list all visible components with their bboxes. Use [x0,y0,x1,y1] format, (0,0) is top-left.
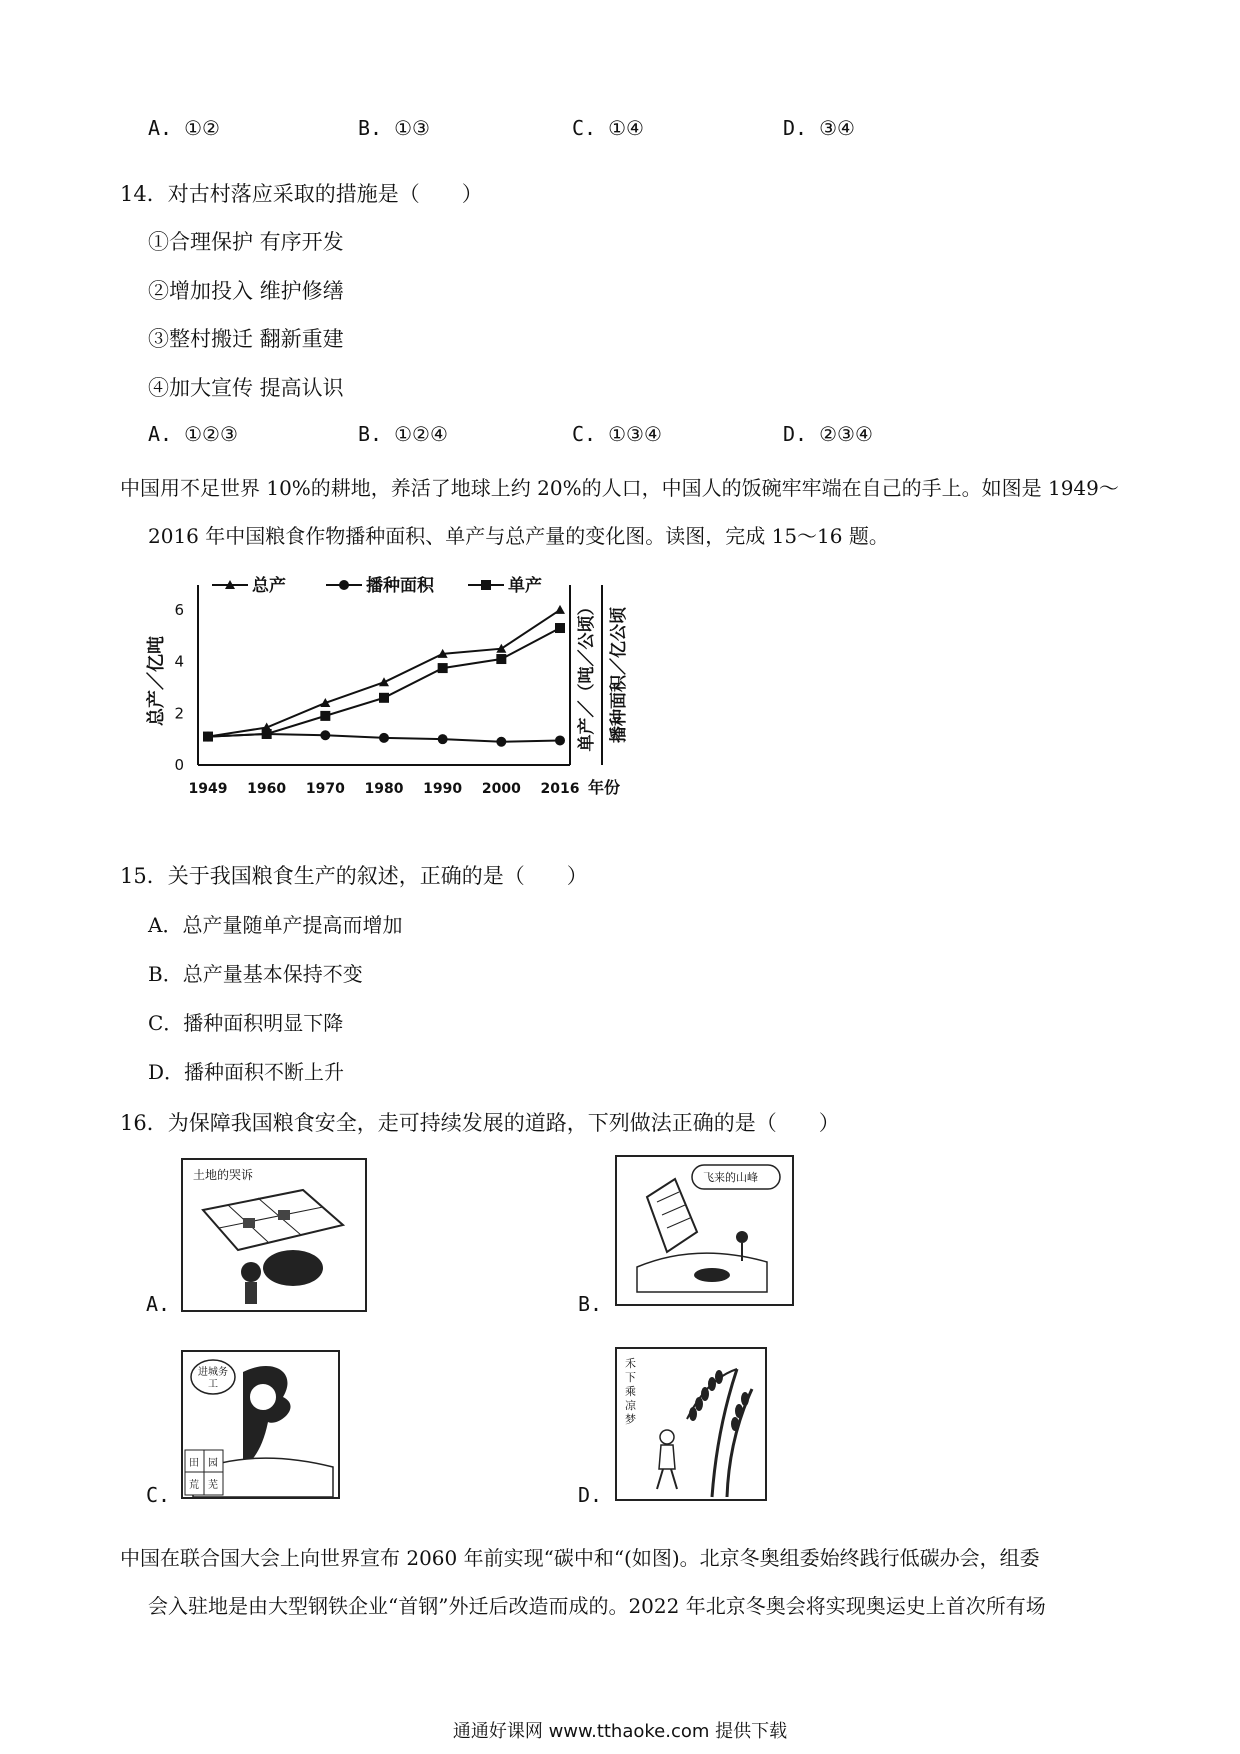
grain-chart [140,575,680,830]
crying-land-illustration [183,1160,365,1310]
y-tick-label: 4 [174,652,184,671]
q15-option-d: D．播种面积不断上升 [148,1060,345,1084]
x-tick-label: 2000 [481,781,521,797]
cartoon-b-caption: 飞来的山峰 [703,1171,758,1184]
data-point-triangle [379,677,389,686]
data-point-circle [320,730,330,740]
q16-option-d-letter: D. [578,1483,603,1507]
legend-marker-circle [339,580,349,590]
cartoon-a-caption: 土地的哭诉 [193,1168,254,1182]
y-axis-label-right-1: 单产／（吨／公顷） [577,598,597,752]
data-point-square [320,711,330,721]
q14-option-b: B. ①②④ [358,422,448,446]
series-line-triangle [208,610,560,737]
intro1-line2: 2016 年中国粮食作物播种面积、单产与总产量的变化图。读图，完成 15～16 题。 [148,524,889,548]
q14-item-3: ③整村搬迁 翻新重建 [148,327,344,351]
x-axis-suffix: 年份 [587,778,621,797]
data-point-triangle [555,605,565,614]
data-point-circle [555,735,565,745]
cartoon-c-side-3: 荒 [189,1480,199,1491]
grain-chart-svg [140,575,680,830]
cartoon-d-caption: 禾下乘凉梦 [625,1357,636,1426]
y-tick-label: 6 [174,600,184,619]
data-point-square [438,663,448,673]
q14-item-4: ④加大宣传 提高认识 [148,376,344,400]
q16-option-b-letter: B. [578,1292,603,1316]
cartoon-c [181,1350,340,1499]
cartoon-c-side-2: 园 [208,1458,218,1469]
data-point-circle [438,734,448,744]
q15-option-c: C．播种面积明显下降 [148,1011,344,1035]
q14-stem: 14．对古村落应采取的措施是（ ） [120,182,483,206]
q16-option-c-letter: C. [146,1483,171,1507]
q13-option-c: C. ①④ [572,116,644,140]
y-axis-label-left: 总产／亿吨 [146,636,167,726]
y-tick-label: 0 [174,756,184,774]
q14-item-2: ②增加投入 维护修缮 [148,279,344,303]
q15-option-b: B．总产量基本保持不变 [148,962,363,986]
rice-dream-illustration [617,1349,765,1499]
x-tick-label: 1980 [364,781,404,797]
cartoon-c-side-4: 芜 [208,1480,218,1491]
legend-label: 单产 [508,576,542,596]
page-footer: 通通好课网 www.tthaoke.com 提供下载 [452,1721,788,1742]
q14-option-d: D. ②③④ [783,422,873,446]
data-point-square [203,732,213,742]
x-tick-label: 2016 [540,781,580,797]
q14-option-a: A. ①②③ [148,422,238,446]
q16-stem: 16．为保障我国粮食安全，走可持续发展的道路，下列做法正确的是（ ） [120,1111,840,1135]
y-tick-label: 2 [174,704,184,723]
cartoon-b [615,1155,794,1306]
data-point-square [379,693,389,703]
data-point-circle [379,733,389,743]
data-point-circle [496,737,506,747]
cartoon-a [181,1158,367,1312]
q13-option-a: A. ①② [148,116,220,140]
q15-option-a: A．总产量随单产提高而增加 [148,913,403,937]
q13-option-b: B. ①③ [358,116,430,140]
x-tick-label: 1949 [188,781,228,797]
q13-option-d: D. ③④ [783,116,855,140]
q15-stem: 15．关于我国粮食生产的叙述，正确的是（ ） [120,864,588,888]
legend-marker-square [481,580,491,590]
q14-option-c: C. ①③④ [572,422,662,446]
x-tick-label: 1960 [247,781,287,797]
legend-label: 播种面积 [366,576,434,596]
cartoon-c-side-1: 田 [189,1458,199,1469]
data-point-square [496,654,506,664]
intro2-line2: 会入驻地是由大型钢铁企业“首钢”外迁后改造而成的。2022 年北京冬奥会将实现奥运史上首次所有场 [148,1594,1046,1618]
cartoon-d [615,1347,767,1501]
cartoon-c-caption: 进城务工 [198,1367,228,1390]
x-tick-label: 1990 [423,781,463,797]
data-point-square [555,623,565,633]
q14-item-1: ①合理保护 有序开发 [148,230,344,254]
legend-label: 总产 [252,576,286,596]
q16-option-a-letter: A. [146,1292,171,1316]
intro1-line1: 中国用不足世界 10%的耕地，养活了地球上约 20%的人口，中国人的饭碗牢牢端在自己的手上。如图是 1949～ [120,476,1119,500]
data-point-square [262,729,272,739]
intro2-line1: 中国在联合国大会上向世界宣布 2060 年前实现“碳中和“(如图)。北京冬奥组委始终践行低碳办会，组委 [120,1546,1040,1570]
y-axis-label-right-2: 播种面积／亿公顷 [609,607,629,743]
x-tick-label: 1970 [305,781,345,797]
